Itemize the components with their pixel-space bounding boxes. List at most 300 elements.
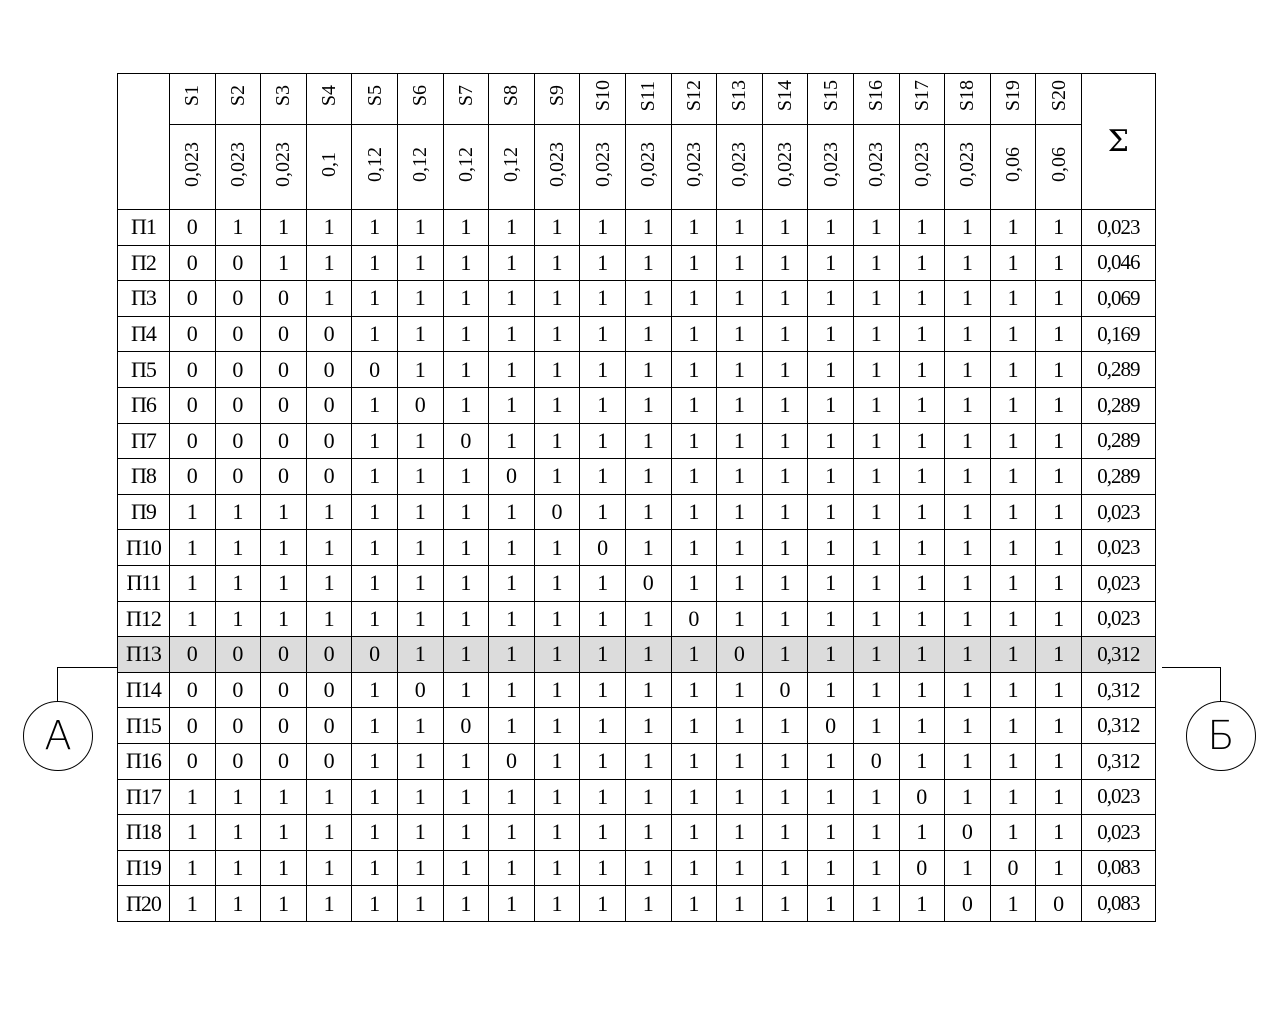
column-weight-label: 0,023 — [682, 141, 705, 187]
table-cell: 1 — [352, 708, 398, 744]
table-cell: 0 — [170, 387, 216, 423]
table-cell: 1 — [762, 601, 808, 637]
table-cell: 1 — [580, 743, 626, 779]
table-cell: 0 — [306, 637, 352, 673]
table-cell: 1 — [352, 459, 398, 495]
table-cell: 1 — [306, 850, 352, 886]
table-cell: 1 — [853, 387, 899, 423]
table-cell: 1 — [717, 210, 763, 246]
table-cell: 1 — [762, 494, 808, 530]
row-sum: 0,312 — [1081, 672, 1155, 708]
table-cell: 0 — [215, 245, 261, 281]
table-cell: 1 — [808, 743, 854, 779]
table-cell: 1 — [945, 565, 991, 601]
table-cell: 1 — [625, 210, 671, 246]
table-cell: 1 — [443, 459, 489, 495]
column-name-label: S11 — [637, 80, 660, 112]
table-cell: 0 — [215, 387, 261, 423]
table-cell: 1 — [352, 210, 398, 246]
table-row — [118, 494, 1156, 530]
table-cell: 1 — [443, 850, 489, 886]
table-cell: 1 — [625, 245, 671, 281]
table-cell: 1 — [489, 210, 535, 246]
table-cell: 1 — [1036, 708, 1082, 744]
table-cell: 1 — [671, 494, 717, 530]
table-cell: 1 — [489, 672, 535, 708]
table-cell: 1 — [762, 423, 808, 459]
row-label: П5 — [118, 352, 170, 388]
table-cell: 1 — [945, 637, 991, 673]
table-cell: 1 — [717, 423, 763, 459]
table-cell: 1 — [853, 779, 899, 815]
table-cell: 1 — [489, 423, 535, 459]
table-cell: 1 — [808, 815, 854, 851]
column-name-label: S6 — [409, 85, 432, 107]
table-cell: 0 — [215, 423, 261, 459]
table-cell: 1 — [625, 423, 671, 459]
table-cell: 1 — [945, 494, 991, 530]
table-cell: 1 — [261, 245, 307, 281]
table-cell: 1 — [1036, 530, 1082, 566]
table-cell: 1 — [808, 352, 854, 388]
row-label: П9 — [118, 494, 170, 530]
table-row — [118, 530, 1156, 566]
column-weight-label: 0,023 — [546, 141, 569, 187]
table-cell: 1 — [899, 672, 945, 708]
table-cell: 1 — [397, 316, 443, 352]
table-cell: 1 — [397, 743, 443, 779]
table-cell: 0 — [853, 743, 899, 779]
table-cell: 1 — [1036, 387, 1082, 423]
table-cell: 1 — [717, 281, 763, 317]
table-cell: 1 — [352, 316, 398, 352]
table-cell: 1 — [945, 387, 991, 423]
table-cell: 0 — [443, 423, 489, 459]
row-label: П7 — [118, 423, 170, 459]
callout-b-line-vertical — [1220, 667, 1221, 703]
table-cell: 0 — [671, 601, 717, 637]
table-cell: 0 — [489, 743, 535, 779]
table-cell: 0 — [306, 459, 352, 495]
table-cell: 1 — [717, 459, 763, 495]
truth-table — [117, 73, 1156, 922]
table-cell: 1 — [397, 281, 443, 317]
table-cell: 1 — [489, 601, 535, 637]
table-cell: 1 — [990, 530, 1036, 566]
column-weight-label: 0,12 — [500, 146, 523, 182]
table-cell: 0 — [397, 672, 443, 708]
table-cell: 1 — [306, 281, 352, 317]
table-cell: 1 — [352, 779, 398, 815]
row-sum: 0,069 — [1081, 281, 1155, 317]
table-cell: 1 — [580, 459, 626, 495]
row-sum: 0,289 — [1081, 423, 1155, 459]
table-cell: 0 — [945, 815, 991, 851]
table-cell: 1 — [580, 815, 626, 851]
table-cell: 1 — [489, 316, 535, 352]
table-cell: 1 — [945, 672, 991, 708]
table-cell: 1 — [762, 316, 808, 352]
table-cell: 1 — [671, 530, 717, 566]
table-cell: 1 — [397, 850, 443, 886]
column-weight — [853, 125, 899, 210]
table-cell: 1 — [899, 352, 945, 388]
table-cell: 0 — [170, 245, 216, 281]
table-cell: 1 — [261, 601, 307, 637]
column-weight — [580, 125, 626, 210]
table-cell: 1 — [443, 743, 489, 779]
table-cell: 1 — [534, 210, 580, 246]
table-cell: 1 — [489, 815, 535, 851]
table-cell: 0 — [899, 779, 945, 815]
column-name-label: S8 — [500, 85, 523, 107]
table-cell: 1 — [853, 708, 899, 744]
table-cell: 1 — [352, 281, 398, 317]
table-cell: 1 — [853, 672, 899, 708]
table-row — [118, 245, 1156, 281]
callout-b-line-horizontal — [1162, 667, 1221, 668]
table-cell: 1 — [899, 815, 945, 851]
table-cell: 1 — [945, 281, 991, 317]
table-cell: 1 — [671, 743, 717, 779]
column-header-s11 — [625, 74, 671, 125]
table-cell: 0 — [215, 637, 261, 673]
column-weight-label: 0,12 — [363, 146, 386, 182]
table-cell: 1 — [261, 210, 307, 246]
callout-b-circle: Б — [1186, 701, 1256, 771]
table-cell: 0 — [762, 672, 808, 708]
column-header-s8 — [489, 74, 535, 125]
column-weight-label: 0,06 — [1047, 146, 1070, 182]
table-cell: 1 — [717, 316, 763, 352]
table-cell: 1 — [1036, 672, 1082, 708]
table-cell: 1 — [397, 601, 443, 637]
table-cell: 1 — [808, 494, 854, 530]
table-cell: 1 — [397, 565, 443, 601]
column-weight-label: 0,023 — [728, 141, 751, 187]
column-name-label: S5 — [363, 85, 386, 107]
table-cell: 0 — [170, 316, 216, 352]
column-header-s4 — [306, 74, 352, 125]
table-cell: 1 — [853, 815, 899, 851]
table-cell: 1 — [625, 708, 671, 744]
table-cell: 1 — [671, 387, 717, 423]
callout-a-circle: А — [23, 701, 93, 771]
table-cell: 1 — [352, 672, 398, 708]
table-cell: 1 — [261, 886, 307, 922]
table-cell: 1 — [215, 601, 261, 637]
table-cell: 1 — [625, 316, 671, 352]
column-header-s2 — [215, 74, 261, 125]
table-cell: 1 — [990, 281, 1036, 317]
table-cell: 1 — [261, 850, 307, 886]
row-sum: 0,023 — [1081, 530, 1155, 566]
column-weight-label: 0,023 — [774, 141, 797, 187]
sigma-symbol: Σ — [1107, 124, 1129, 159]
column-name-label: S18 — [956, 80, 979, 112]
table-cell: 1 — [671, 459, 717, 495]
table-cell: 1 — [990, 210, 1036, 246]
table-cell: 0 — [306, 423, 352, 459]
table-cell: 1 — [489, 850, 535, 886]
table-cell: 0 — [170, 459, 216, 495]
table-cell: 1 — [352, 423, 398, 459]
table-cell: 1 — [762, 708, 808, 744]
table-cell: 1 — [990, 565, 1036, 601]
table-row — [118, 637, 1156, 673]
row-label: П4 — [118, 316, 170, 352]
table-cell: 1 — [534, 387, 580, 423]
table-cell: 1 — [945, 779, 991, 815]
table-cell: 1 — [945, 530, 991, 566]
table-cell: 0 — [306, 387, 352, 423]
table-cell: 1 — [717, 387, 763, 423]
table-cell: 1 — [215, 886, 261, 922]
table-cell: 1 — [170, 886, 216, 922]
table-cell: 1 — [352, 387, 398, 423]
table-cell: 1 — [853, 281, 899, 317]
column-header-s1 — [170, 74, 216, 125]
table-cell: 1 — [397, 637, 443, 673]
table-cell: 1 — [261, 779, 307, 815]
table-cell: 1 — [671, 210, 717, 246]
column-name-label: S3 — [272, 85, 295, 107]
table-cell: 1 — [170, 565, 216, 601]
column-name-label: S4 — [318, 85, 341, 107]
table-cell: 1 — [397, 494, 443, 530]
table-cell: 1 — [215, 779, 261, 815]
table-cell: 1 — [717, 530, 763, 566]
table-cell: 1 — [534, 850, 580, 886]
row-label: П8 — [118, 459, 170, 495]
column-names-row — [118, 74, 1156, 125]
table-cell: 1 — [625, 387, 671, 423]
table-cell: 1 — [945, 316, 991, 352]
table-cell: 1 — [215, 210, 261, 246]
column-header-s13 — [717, 74, 763, 125]
table-cell: 0 — [170, 743, 216, 779]
table-cell: 1 — [215, 494, 261, 530]
table-cell: 0 — [306, 316, 352, 352]
table-cell: 1 — [443, 316, 489, 352]
table-cell: 1 — [489, 245, 535, 281]
table-cell: 1 — [580, 316, 626, 352]
table-cell: 1 — [990, 886, 1036, 922]
table-cell: 1 — [899, 281, 945, 317]
table-cell: 1 — [899, 387, 945, 423]
table-cell: 0 — [170, 708, 216, 744]
table-cell: 1 — [170, 850, 216, 886]
table-cell: 1 — [671, 637, 717, 673]
table-cell: 1 — [534, 779, 580, 815]
table-cell: 1 — [899, 316, 945, 352]
column-header-s16 — [853, 74, 899, 125]
table-cell: 1 — [352, 494, 398, 530]
row-sum: 0,023 — [1081, 815, 1155, 851]
table-cell: 1 — [671, 281, 717, 317]
table-cell: 1 — [808, 245, 854, 281]
table-cell: 1 — [534, 815, 580, 851]
column-name-label: S10 — [591, 80, 614, 112]
table-cell: 1 — [580, 281, 626, 317]
table-cell: 1 — [489, 352, 535, 388]
column-name-label: S14 — [774, 80, 797, 112]
table-cell: 1 — [1036, 743, 1082, 779]
table-cell: 1 — [899, 743, 945, 779]
table-cell: 1 — [397, 530, 443, 566]
table-cell: 1 — [534, 708, 580, 744]
table-body — [118, 210, 1156, 922]
table-cell: 1 — [625, 352, 671, 388]
table-cell: 1 — [170, 530, 216, 566]
callout-a-line-horizontal — [57, 667, 117, 668]
column-weight — [762, 125, 808, 210]
table-cell: 1 — [534, 672, 580, 708]
table-cell: 1 — [215, 565, 261, 601]
table-cell: 0 — [215, 459, 261, 495]
table-cell: 1 — [853, 210, 899, 246]
column-name-label: S20 — [1047, 80, 1070, 112]
table-cell: 1 — [580, 672, 626, 708]
table-row — [118, 459, 1156, 495]
table-cell: 1 — [489, 387, 535, 423]
table-cell: 1 — [717, 601, 763, 637]
table-cell: 1 — [671, 565, 717, 601]
table-cell: 1 — [534, 530, 580, 566]
table-cell: 1 — [762, 815, 808, 851]
table-cell: 1 — [671, 886, 717, 922]
table-cell: 0 — [625, 565, 671, 601]
table-cell: 0 — [1036, 886, 1082, 922]
table-cell: 1 — [397, 423, 443, 459]
table-cell: 1 — [306, 886, 352, 922]
table-cell: 1 — [580, 423, 626, 459]
row-label: П2 — [118, 245, 170, 281]
table-cell: 1 — [534, 352, 580, 388]
table-cell: 0 — [215, 743, 261, 779]
table-cell: 1 — [762, 565, 808, 601]
row-label: П1 — [118, 210, 170, 246]
table-cell: 1 — [443, 530, 489, 566]
table-cell: 1 — [762, 779, 808, 815]
column-weight — [671, 125, 717, 210]
table-row — [118, 708, 1156, 744]
table-cell: 1 — [762, 886, 808, 922]
row-sum: 0,289 — [1081, 459, 1155, 495]
table-cell: 1 — [990, 637, 1036, 673]
table-row — [118, 281, 1156, 317]
table-cell: 1 — [625, 637, 671, 673]
table-cell: 1 — [443, 779, 489, 815]
table-cell: 1 — [534, 423, 580, 459]
table-cell: 1 — [580, 210, 626, 246]
table-cell: 1 — [945, 850, 991, 886]
table-cell: 1 — [443, 245, 489, 281]
callout-a-line-vertical — [57, 667, 58, 703]
table-row — [118, 779, 1156, 815]
table-cell: 1 — [945, 601, 991, 637]
table-cell: 1 — [397, 815, 443, 851]
table-cell: 1 — [990, 245, 1036, 281]
column-weight — [397, 125, 443, 210]
table-row — [118, 886, 1156, 922]
column-weights-row — [118, 125, 1156, 210]
table-row — [118, 601, 1156, 637]
table-cell: 1 — [671, 779, 717, 815]
table-cell: 1 — [808, 210, 854, 246]
row-label: П18 — [118, 815, 170, 851]
table-cell: 1 — [899, 637, 945, 673]
table-cell: 0 — [352, 637, 398, 673]
table-row — [118, 743, 1156, 779]
table-cell: 1 — [990, 352, 1036, 388]
table-cell: 1 — [580, 637, 626, 673]
table-cell: 1 — [534, 886, 580, 922]
table-cell: 1 — [580, 886, 626, 922]
table-cell: 1 — [762, 530, 808, 566]
table-cell: 1 — [808, 672, 854, 708]
table-cell: 1 — [306, 601, 352, 637]
table-cell: 1 — [352, 530, 398, 566]
column-weight-label: 0,06 — [1001, 146, 1024, 182]
table-cell: 1 — [1036, 815, 1082, 851]
table-cell: 0 — [215, 352, 261, 388]
table-cell: 1 — [671, 815, 717, 851]
table-cell: 1 — [808, 601, 854, 637]
column-weight — [717, 125, 763, 210]
table-cell: 1 — [443, 210, 489, 246]
table-cell: 1 — [1036, 779, 1082, 815]
table-cell: 1 — [489, 530, 535, 566]
table-cell: 1 — [397, 352, 443, 388]
column-header-s9 — [534, 74, 580, 125]
table-cell: 1 — [717, 672, 763, 708]
table-cell: 1 — [899, 601, 945, 637]
column-weight — [306, 125, 352, 210]
table-cell: 1 — [717, 708, 763, 744]
table-cell: 1 — [990, 743, 1036, 779]
table-cell: 1 — [1036, 281, 1082, 317]
table-cell: 1 — [625, 601, 671, 637]
table-cell: 1 — [489, 708, 535, 744]
table-cell: 1 — [489, 281, 535, 317]
table-row — [118, 210, 1156, 246]
table-cell: 1 — [534, 565, 580, 601]
table-cell: 1 — [1036, 352, 1082, 388]
column-weight — [443, 125, 489, 210]
table-cell: 1 — [170, 601, 216, 637]
row-sum: 0,046 — [1081, 245, 1155, 281]
table-cell: 1 — [443, 387, 489, 423]
table-cell: 0 — [306, 672, 352, 708]
table-cell: 1 — [945, 423, 991, 459]
table-cell: 1 — [671, 708, 717, 744]
row-sum: 0,023 — [1081, 779, 1155, 815]
table-cell: 1 — [808, 565, 854, 601]
row-sum: 0,023 — [1081, 601, 1155, 637]
table-row — [118, 316, 1156, 352]
table-cell: 0 — [489, 459, 535, 495]
table-cell: 1 — [853, 494, 899, 530]
column-weight-label: 0,12 — [409, 146, 432, 182]
table-cell: 0 — [170, 352, 216, 388]
table-cell: 0 — [170, 423, 216, 459]
table-cell: 1 — [1036, 850, 1082, 886]
table-cell: 1 — [899, 494, 945, 530]
table-cell: 0 — [170, 210, 216, 246]
table-cell: 1 — [671, 352, 717, 388]
column-weight-label: 0,023 — [272, 141, 295, 187]
